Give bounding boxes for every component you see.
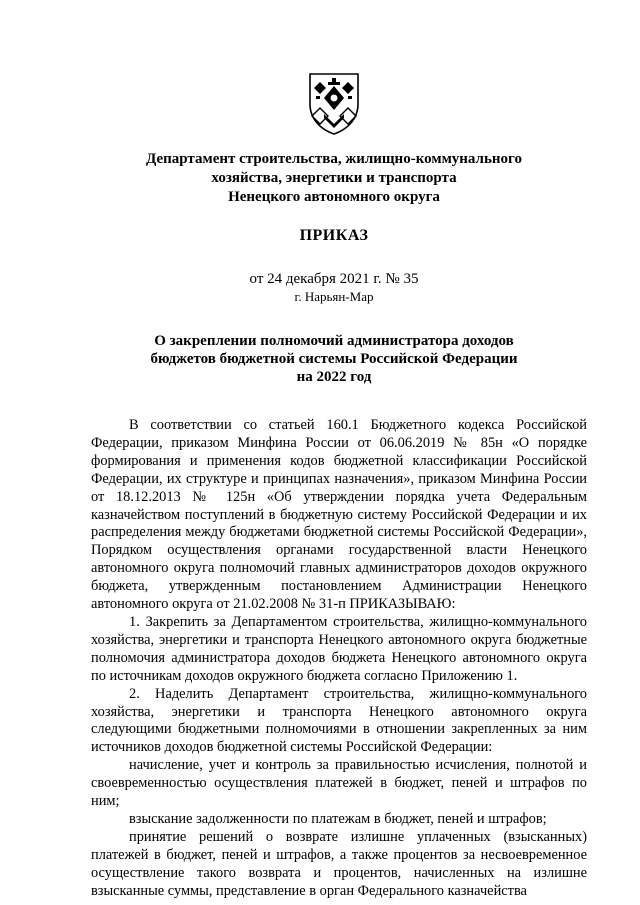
department-line: хозяйства, энергетики и транспорта (211, 170, 457, 186)
coat-of-arms-icon (306, 70, 362, 136)
duty-item: принятие решений о возврате излишне уплаченных (взысканных) платежей в бюджет, пеней и штрафов, а также процентов за несвоевременное осуществление такого возврата и процентов, начисленных на излишне взысканные суммы, представление в орган Федерального казначейства (91, 828, 587, 899)
department-line: Ненецкого автономного округа (228, 189, 440, 205)
duty-item: начисление, учет и контроль за правильностью исчисления, полнотой и своевременностью осуществления платежей в бюджет, пеней и штрафов по ним; (91, 757, 587, 810)
order-body (91, 417, 587, 900)
order-subject (60, 332, 608, 386)
clause-1-paragraph: 1. Закрепить за Департаментом строительства, жилищно-коммунального хозяйства, энергетики и транспорта Ненецкого автономного округа бюджетные полномочия администратора доходов бюджета Ненецкого автономного округа по источникам доходов окружного бюджета согласно Приложению 1. (91, 613, 587, 684)
subject-line: бюджетов бюджетной системы Российской Федерации (150, 351, 518, 367)
department-name (60, 150, 608, 207)
department-line: Департамент строительства, жилищно-коммунального (145, 151, 522, 167)
duty-item: взыскание задолженности по платежам в бюджет, пеней и штрафов; (129, 810, 547, 827)
preamble-paragraph: В соответствии со статьей 160.1 Бюджетного кодекса Российской Федерации, приказом Минфина России от 06.06.2019 № 85н «О порядке формирования и применения кодов бюджетной классификации Российской Федерации, их структуре и принципах назначения», приказом Минфина России от 18.12.2013 № 125н «Об утверждении порядка учета Федеральным казначейством поступлений в бюджетную систему Российской Федерации и их распределения между бюджетами бюджетной системы Российской Федерации», Порядком осуществления органами государственной власти Ненецкого автономного округа полномочий главных администраторов доходов окружного бюджета, утвержденным постановлением Администрации Ненецкого автономного округа от 21.02.2008 № 31-п ПРИКАЗЫВАЮ: (91, 417, 587, 613)
subject-line: на 2022 год (296, 369, 372, 385)
clause-2-paragraph: 2. Наделить Департамент строительства, жилищно-коммунального хозяйства, энергетики и транспорта Ненецкого автономного округа следующими бюджетными полномочиями в отношении закрепленных за ним источников доходов бюджетной системы Российской Федерации: (91, 685, 587, 756)
order-date-number: от 24 декабря 2021 г. № 35 (249, 271, 419, 287)
order-title: ПРИКАЗ (299, 227, 369, 244)
subject-line: О закреплении полномочий администратора доходов (154, 333, 514, 349)
order-city: г. Нарьян-Мар (294, 289, 374, 304)
